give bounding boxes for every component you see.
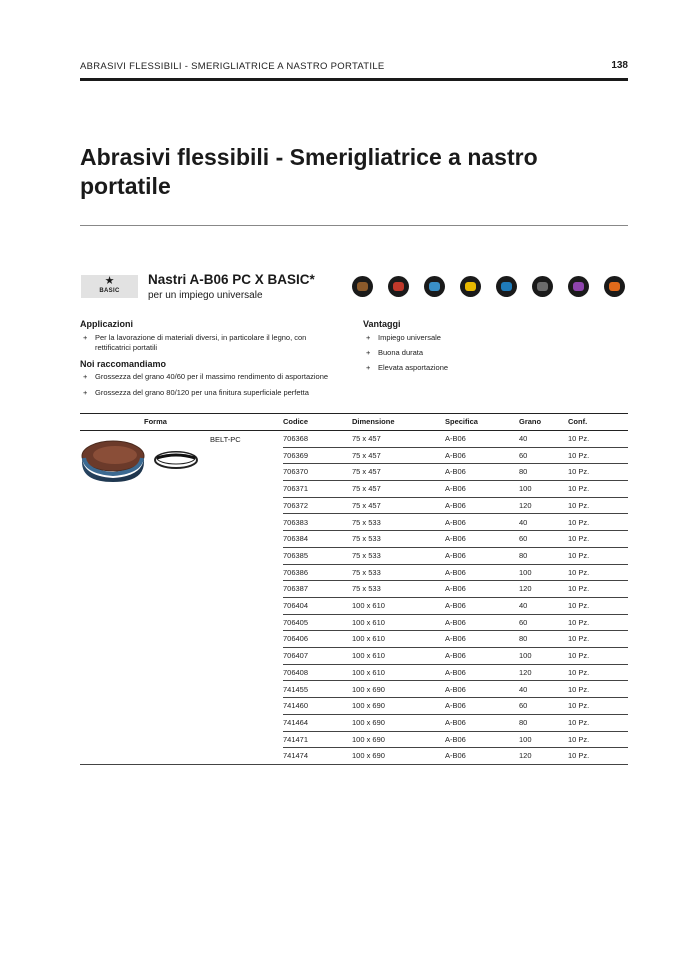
table-row — [283, 731, 628, 749]
specifica-cell: A-B06 — [445, 617, 466, 627]
composite-icon — [604, 276, 625, 297]
specifica-cell: A-B06 — [445, 584, 466, 594]
running-header — [80, 61, 628, 75]
stainless-steel-icon — [424, 276, 445, 297]
dimensione-cell: 75 x 533 — [352, 567, 381, 577]
grano-cell: 80 — [519, 467, 528, 477]
header-rule — [80, 78, 628, 81]
belt-shape-icon — [153, 449, 199, 471]
stone-icon — [532, 276, 553, 297]
grano-cell: 100 — [519, 484, 532, 494]
vantaggi-heading: Vantaggi — [363, 319, 401, 329]
specifica-cell: A-B06 — [445, 434, 466, 443]
grano-cell: 60 — [519, 701, 528, 711]
dimensione-cell: 75 x 457 — [352, 467, 381, 477]
table-row — [283, 514, 628, 532]
dimensione-cell: 100 x 610 — [352, 617, 385, 627]
page-title: Abrasivi flessibili - Smerigliatrice a nastro portatile — [80, 144, 538, 199]
codice-cell: 706386 — [283, 567, 309, 577]
grano-cell: 100 — [519, 734, 532, 744]
dimensione-cell: 100 x 690 — [352, 717, 385, 727]
table-row — [283, 647, 628, 665]
applicazioni-heading: Applicazioni — [80, 319, 134, 329]
col-grano: Grano — [519, 417, 542, 426]
table-row — [283, 430, 628, 448]
badge-label: BASIC — [99, 288, 120, 294]
table-row — [283, 614, 628, 632]
codice-cell: 706404 — [283, 601, 309, 610]
dimensione-cell: 100 x 610 — [352, 601, 385, 610]
conf-cell: 10 Pz. — [568, 717, 590, 727]
specifica-cell: A-B06 — [445, 450, 466, 460]
conf-cell: 10 Pz. — [568, 634, 590, 644]
grano-cell: 60 — [519, 617, 528, 627]
conf-cell: 10 Pz. — [568, 617, 590, 627]
codice-cell: 706405 — [283, 617, 309, 627]
conf-cell: 10 Pz. — [568, 500, 590, 510]
conf-cell: 10 Pz. — [568, 734, 590, 744]
product-subtitle: per un impiego universale — [148, 290, 263, 301]
codice-cell: 706407 — [283, 651, 309, 661]
codice-cell: 706408 — [283, 667, 309, 677]
conf-cell: 10 Pz. — [568, 684, 590, 694]
specifica-cell: A-B06 — [445, 751, 466, 761]
codice-cell: 706368 — [283, 434, 309, 443]
dimensione-cell: 100 x 690 — [352, 734, 385, 744]
grano-cell: 40 — [519, 434, 528, 443]
grano-cell: 40 — [519, 601, 528, 610]
dimensione-cell: 75 x 457 — [352, 434, 381, 443]
paint-varnish-icon — [460, 276, 481, 297]
grano-cell: 120 — [519, 500, 532, 510]
applicazioni-item: + Per la lavorazione di materiali diversi, in particolare il legno, con rettificatrici portatili — [83, 333, 307, 352]
specifica-cell: A-B06 — [445, 651, 466, 661]
specifica-cell: A-B06 — [445, 500, 466, 510]
codice-cell: 741474 — [283, 751, 309, 761]
specifica-cell: A-B06 — [445, 734, 466, 744]
conf-cell: 10 Pz. — [568, 434, 590, 443]
material-icons — [352, 276, 630, 298]
col-codice: Codice — [283, 417, 309, 426]
grano-cell: 120 — [519, 584, 532, 594]
table-row — [283, 530, 628, 548]
conf-cell: 10 Pz. — [568, 450, 590, 460]
page-number: 138 — [611, 60, 628, 71]
dimensione-cell: 100 x 690 — [352, 751, 385, 761]
conf-cell: 10 Pz. — [568, 651, 590, 661]
specifica-cell: A-B06 — [445, 717, 466, 727]
conf-cell: 10 Pz. — [568, 534, 590, 544]
abrasive-belt-image — [80, 436, 146, 482]
dimensione-cell: 75 x 457 — [352, 484, 381, 494]
codice-cell: 741471 — [283, 734, 309, 744]
conf-cell: 10 Pz. — [568, 667, 590, 677]
codice-cell: 706385 — [283, 550, 309, 560]
table-row — [283, 714, 628, 732]
conf-cell: 10 Pz. — [568, 751, 590, 761]
table-row — [283, 564, 628, 582]
codice-cell: 706387 — [283, 584, 309, 594]
table-row — [283, 480, 628, 498]
grano-cell: 40 — [519, 517, 528, 527]
metal-icon — [388, 276, 409, 297]
table-header — [80, 413, 628, 431]
basic-badge — [81, 275, 138, 298]
dimensione-cell: 75 x 457 — [352, 500, 381, 510]
vantaggi-item: + Buona durata — [366, 348, 424, 357]
grano-cell: 80 — [519, 717, 528, 727]
grano-cell: 100 — [519, 651, 532, 661]
table-row — [283, 580, 628, 598]
conf-cell: 10 Pz. — [568, 701, 590, 711]
product-title: Nastri A-B06 PC X BASIC* — [148, 272, 315, 287]
dimensione-cell: 100 x 610 — [352, 667, 385, 677]
codice-cell: 706384 — [283, 534, 309, 544]
conf-cell: 10 Pz. — [568, 584, 590, 594]
dimensione-cell: 75 x 533 — [352, 584, 381, 594]
specifica-cell: A-B06 — [445, 550, 466, 560]
table-row — [283, 463, 628, 481]
raccomandiamo-heading: Noi raccomandiamo — [80, 359, 167, 369]
dimensione-cell: 100 x 690 — [352, 684, 385, 694]
table-row — [283, 547, 628, 565]
table-row — [283, 597, 628, 615]
table-bottom-rule — [80, 764, 628, 765]
dimensione-cell: 75 x 533 — [352, 550, 381, 560]
col-specifica: Specifica — [445, 417, 478, 426]
codice-cell: 741464 — [283, 717, 309, 727]
table-row — [283, 664, 628, 682]
grano-cell: 40 — [519, 684, 528, 694]
grano-cell: 120 — [519, 751, 532, 761]
dimensione-cell: 100 x 610 — [352, 634, 385, 644]
specifica-cell: A-B06 — [445, 634, 466, 644]
dimensione-cell: 100 x 610 — [352, 651, 385, 661]
codice-cell: 741460 — [283, 701, 309, 711]
codice-cell: 741455 — [283, 684, 309, 694]
forma-label: BELT-PC — [210, 435, 241, 444]
running-title: ABRASIVI FLESSIBILI - SMERIGLIATRICE A NASTRO PORTATILE — [80, 61, 385, 72]
codice-cell: 706383 — [283, 517, 309, 527]
specifica-cell: A-B06 — [445, 684, 466, 694]
col-conf: Conf. — [568, 417, 588, 426]
codice-cell: 706370 — [283, 467, 309, 477]
conf-cell: 10 Pz. — [568, 601, 590, 610]
specifica-cell: A-B06 — [445, 534, 466, 544]
dimensione-cell: 100 x 690 — [352, 701, 385, 711]
specifica-cell: A-B06 — [445, 484, 466, 494]
specifica-cell: A-B06 — [445, 601, 466, 610]
wood-icon — [352, 276, 373, 297]
dimensione-cell: 75 x 457 — [352, 450, 381, 460]
table-row — [283, 681, 628, 699]
grano-cell: 60 — [519, 450, 528, 460]
plastic-icon — [496, 276, 517, 297]
grano-cell: 120 — [519, 667, 532, 677]
codice-cell: 706369 — [283, 450, 309, 460]
table-row — [283, 747, 628, 765]
specifica-cell: A-B06 — [445, 667, 466, 677]
conf-cell: 10 Pz. — [568, 484, 590, 494]
table-row — [283, 447, 628, 465]
raccomandiamo-item: + Grossezza del grano 80/120 per una finitura superficiale perfetta — [83, 388, 309, 397]
table-row — [283, 497, 628, 515]
conf-cell: 10 Pz. — [568, 567, 590, 577]
conf-cell: 10 Pz. — [568, 467, 590, 477]
title-divider — [80, 225, 628, 226]
table-row — [283, 697, 628, 715]
codice-cell: 706372 — [283, 500, 309, 510]
col-dimensione: Dimensione — [352, 417, 395, 426]
grano-cell: 60 — [519, 534, 528, 544]
specifica-cell: A-B06 — [445, 567, 466, 577]
vantaggi-item: + Impiego universale — [366, 333, 441, 342]
vantaggi-item: + Elevata asportazione — [366, 363, 449, 372]
codice-cell: 706406 — [283, 634, 309, 644]
col-forma: Forma — [144, 417, 167, 426]
grano-cell: 80 — [519, 634, 528, 644]
grano-cell: 100 — [519, 567, 532, 577]
raccomandiamo-item: + Grossezza del grano 40/60 per il massimo rendimento di asportazione — [83, 372, 329, 381]
codice-cell: 706371 — [283, 484, 309, 494]
grano-cell: 80 — [519, 550, 528, 560]
table-row — [283, 630, 628, 648]
specifica-cell: A-B06 — [445, 467, 466, 477]
specifica-cell: A-B06 — [445, 517, 466, 527]
dimensione-cell: 75 x 533 — [352, 517, 381, 527]
specifica-cell: A-B06 — [445, 701, 466, 711]
conf-cell: 10 Pz. — [568, 517, 590, 527]
star-icon: ★ — [104, 275, 115, 287]
filler-icon — [568, 276, 589, 297]
conf-cell: 10 Pz. — [568, 550, 590, 560]
dimensione-cell: 75 x 533 — [352, 534, 381, 544]
